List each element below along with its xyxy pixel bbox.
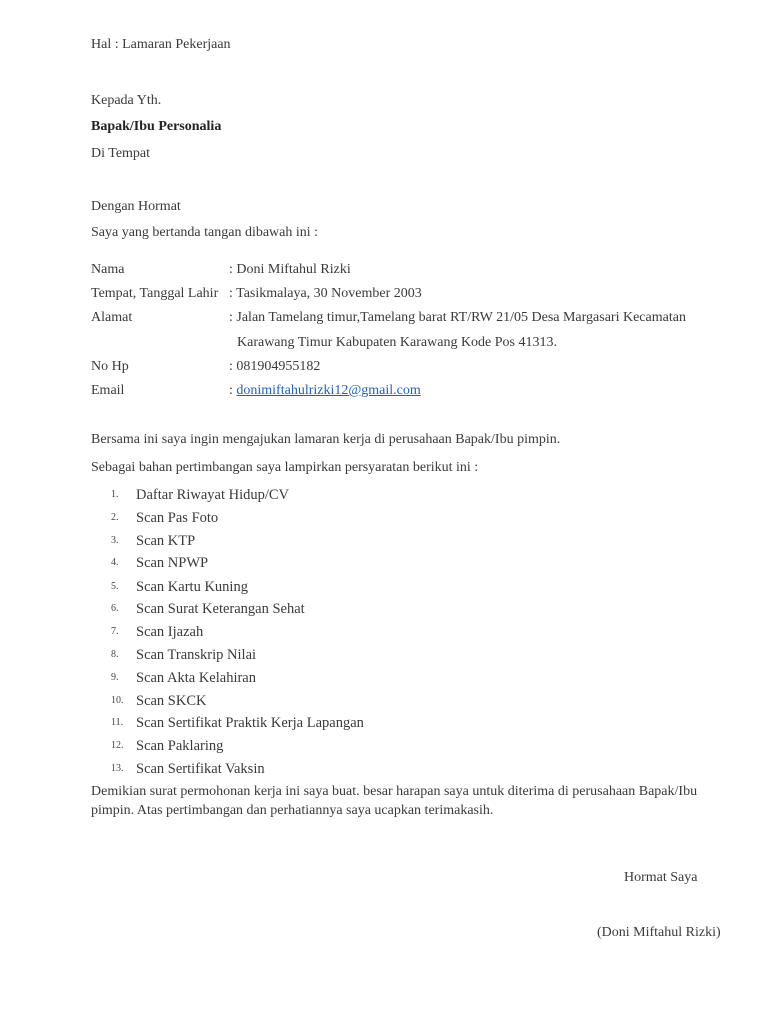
recipient-line-2: Bapak/Ibu Personalia	[91, 119, 222, 134]
list-number: 2.	[111, 512, 119, 523]
field-value-birth: : Tasikmalaya, 30 November 2003	[229, 286, 422, 301]
list-item: Scan Ijazah	[136, 624, 204, 640]
email-colon: :	[229, 383, 233, 398]
list-item: Scan Pas Foto	[136, 510, 219, 526]
field-label-name: Nama	[91, 262, 125, 277]
list-item: Scan Kartu Kuning	[136, 579, 248, 595]
field-value-address-cont: Karawang Timur Kabupaten Karawang Kode Pos 41313.	[237, 335, 557, 350]
list-number: 3.	[111, 535, 119, 546]
field-value-email	[229, 382, 421, 400]
list-item: Scan KTP	[136, 533, 196, 549]
list-number: 4.	[111, 557, 119, 568]
field-label-birth: Tempat, Tanggal Lahir	[91, 286, 219, 301]
list-number: 1.	[111, 489, 119, 500]
sign-off: Hormat Saya	[624, 870, 698, 885]
intro-line: Saya yang bertanda tangan dibawah ini :	[91, 225, 319, 240]
field-label-phone: No Hp	[91, 359, 129, 374]
subject-line: Hal : Lamaran Pekerjaan	[91, 37, 231, 52]
field-label-email: Email	[91, 383, 125, 398]
list-number: 11.	[111, 717, 124, 728]
list-number: 6.	[111, 603, 119, 614]
field-label-address: Alamat	[91, 310, 133, 325]
list-number: 7.	[111, 626, 119, 637]
field-value-address: : Jalan Tamelang timur,Tamelang barat RT/RW 21/05 Desa Margasari Kecamatan	[229, 310, 686, 325]
list-item: Scan Sertifikat Praktik Kerja Lapangan	[136, 715, 364, 731]
list-item: Scan Akta Kelahiran	[136, 670, 256, 686]
email-link[interactable]: donimiftahulrizki12@gmail.com	[236, 383, 421, 398]
body-line-2: Sebagai bahan pertimbangan saya lampirkan persyaratan berikut ini :	[91, 460, 479, 475]
list-item: Daftar Riwayat Hidup/CV	[136, 487, 290, 503]
signature-name: (Doni Miftahul Rizki)	[597, 925, 721, 940]
greeting: Dengan Hormat	[91, 199, 181, 214]
list-item: Scan Paklaring	[136, 738, 224, 754]
list-item: Scan Sertifikat Vaksin	[136, 761, 265, 777]
list-number: 9.	[111, 672, 119, 683]
closing-line-2: pimpin. Atas pertimbangan dan perhatiannya saya ucapkan terimakasih.	[91, 803, 494, 818]
list-number: 8.	[111, 649, 119, 660]
list-number: 12.	[111, 740, 124, 751]
body-line-1: Bersama ini saya ingin mengajukan lamaran kerja di perusahaan Bapak/Ibu pimpin.	[91, 432, 561, 447]
recipient-line-3: Di Tempat	[91, 146, 151, 161]
list-number: 10.	[111, 695, 124, 706]
field-value-phone: : 081904955182	[229, 359, 321, 374]
list-item: Scan SKCK	[136, 693, 207, 709]
list-number: 5.	[111, 581, 119, 592]
recipient-line-1: Kepada Yth.	[91, 93, 162, 108]
list-item: Scan NPWP	[136, 555, 209, 571]
list-item: Scan Surat Keterangan Sehat	[136, 601, 305, 617]
list-item: Scan Transkrip Nilai	[136, 647, 257, 663]
list-number: 13.	[111, 763, 124, 774]
closing-line-1: Demikian surat permohonan kerja ini saya buat. besar harapan saya untuk diterima di perusahaan Bapak/Ibu	[91, 784, 698, 799]
field-value-name: : Doni Miftahul Rizki	[229, 262, 351, 277]
